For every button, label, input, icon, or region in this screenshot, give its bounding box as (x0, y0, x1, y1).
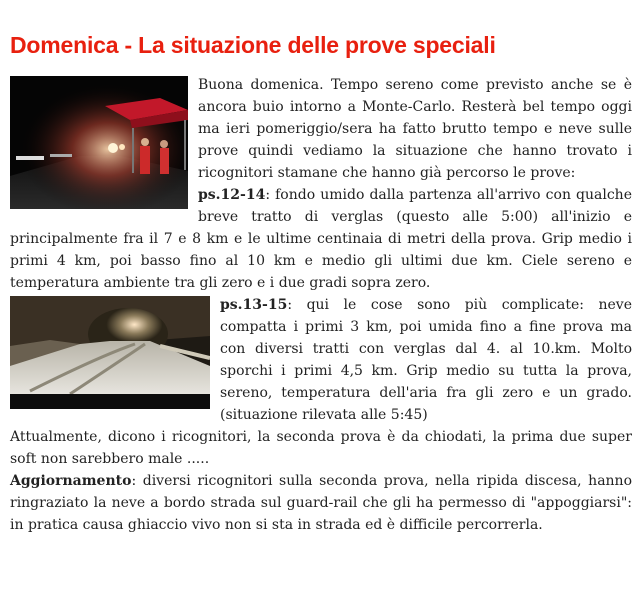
article-title: Domenica - La situazione delle prove speciali (10, 32, 496, 58)
conclusion-paragraph: Attualmente, dicono i ricognitori, la seconda prova è da chiodati, la prima due super soft non sarebbero male ..... (10, 429, 632, 467)
snowy-road-image (10, 296, 210, 409)
article-body (10, 74, 632, 536)
intro-paragraph: Buona domenica. Tempo sereno come previsto anche se è ancora buio intorno a Monte-Carlo. Resterà bel tempo oggi ma ieri pomeriggio/sera ha fatto brutto tempo e neve sulle prove quindi vediamo la situazione che hanno trovato i ricognitori stamane che hanno già percorso le prove: (198, 77, 632, 181)
update-text: : diversi ricognitori sulla seconda prova, nella ripida discesa, hanno ringraziato la neve a bordo strada sul guard-rail che gli ha permesso di "appoggiarsi": in pratica causa ghiaccio vivo non si sta in strada ed è difficile percorrerla. (10, 473, 632, 533)
stage-1-text: : fondo umido dalla partenza all'arrivo con qualche breve tratto di verglas (questo alle 5:00) all'inizio e principalmente fra il 7 e 8 km e le ultime centinaia di metri della prova. Grip medio i primi 4 km, poi basso fino al 10 km e medio gli ultimi due km. Ciele sereno e temperatura ambiente tra gli zero e i due gradi sopra zero. (10, 187, 632, 291)
night-service-park-photo[interactable] (10, 76, 188, 209)
stage-2-text: : qui le cose sono più complicate: neve compatta i primi 3 km, poi umida fino a fine prova ma con diversi tratti con verglas dal 4. al 10.km. Molto sporchi i primi 4,5 km. Grip medio su tutta la prova, sereno, temperatura dell'aria fra gli zero e un grado. (situazione rilevata alle 5:45) (220, 297, 632, 423)
article (10, 28, 632, 536)
update-paragraph (10, 470, 632, 536)
stage-2-label: ps.13-15 (220, 297, 288, 313)
stage-1-label: ps.12-14 (198, 187, 266, 203)
snowy-road-photo[interactable] (10, 296, 210, 409)
night-service-park-image (10, 76, 188, 209)
update-label: Aggiornamento (10, 473, 132, 489)
